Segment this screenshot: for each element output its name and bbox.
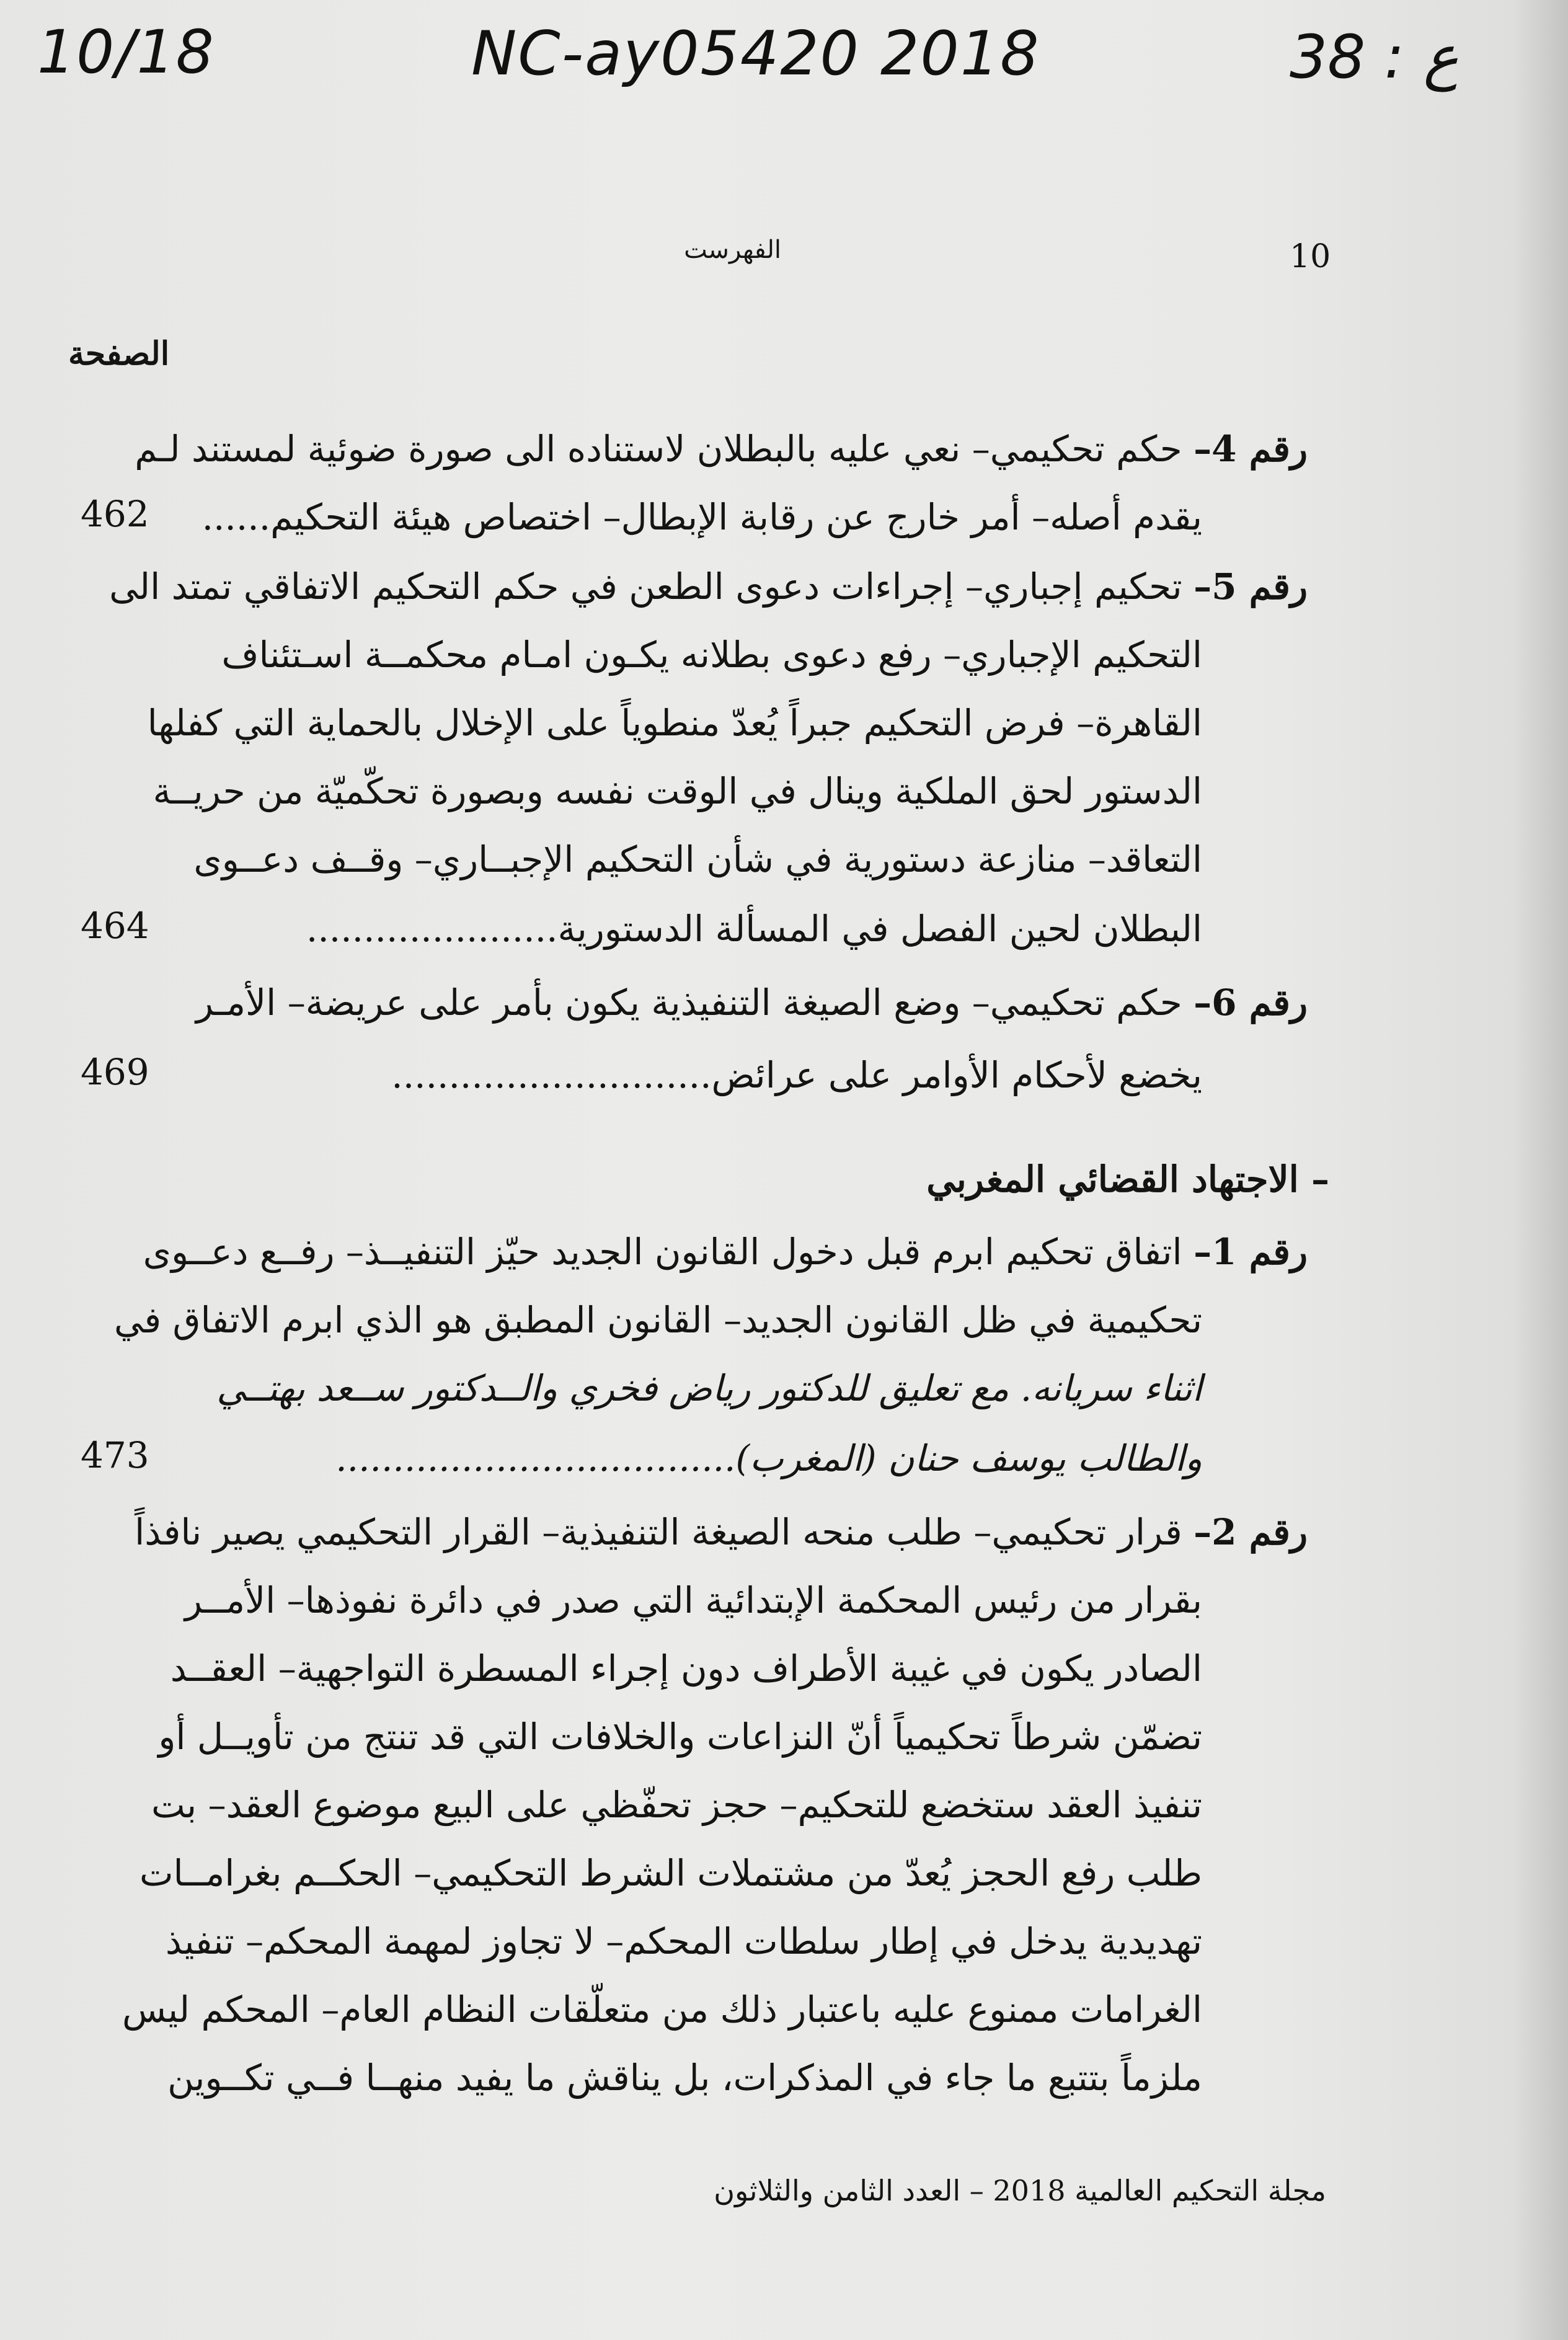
handwritten-reference: NC-ay05420 2018 xyxy=(471,19,1040,89)
entry-text: اتفاق تحكيم ابرم قبل دخول القانون الجديد حيّز التنفيــذ– رفــع دعــوى xyxy=(143,1231,1182,1273)
toc-entry-line: طلب رفع الحجز يُعدّ من مشتملات الشرط التحكيمي– الحكــم بغرامــات xyxy=(139,1852,1202,1894)
toc-entry-line: تهديدية يدخل في إطار سلطات المحكم– لا تجاوز لمهمة المحكم– تنفيذ xyxy=(165,1920,1202,1962)
toc-entry-line: ملزماً بتتبع ما جاء في المذكرات، بل يناقش ما يفيد منهــا فــي تكــوين xyxy=(167,2057,1202,2099)
entry-text: حكم تحكيمي– نعي عليه بالبطلان لاستناده الى صورة ضوئية لمستند لـم xyxy=(135,428,1182,470)
page-column-heading: الصفحة xyxy=(68,335,170,373)
entry-page-number: 473 xyxy=(81,1434,149,1476)
entry-page-number: 462 xyxy=(81,493,149,535)
page-shadow-edge xyxy=(1512,0,1568,2340)
toc-entry-line: يقدم أصله– أمر خارج عن رقابة الإبطال– اختصاص هيئة التحكيم...... xyxy=(202,496,1202,538)
toc-entry-line: الدستور لحق الملكية وينال في الوقت نفسه وبصورة تحكّميّة من حريــة xyxy=(153,770,1202,812)
toc-entry-line: الغرامات ممنوع عليه باعتبار ذلك من متعلّقات النظام العام– المحكم ليس xyxy=(122,1988,1202,2031)
entry-label: رقم 4– xyxy=(1194,428,1308,470)
toc-entry-line: القاهرة– فرض التحكيم جبراً يُعدّ منطوياً على الإخلال بالحماية التي كفلها xyxy=(147,702,1202,744)
toc-entry-line xyxy=(196,982,1308,1024)
toc-entry-line: تحكيمية في ظل القانون الجديد– القانون المطبق هو الذي ابرم الاتفاق في xyxy=(114,1299,1202,1341)
toc-entry-line: اثناء سريانه. مع تعليق للدكتور رياض فخري والــدكتور ســعد بهتــي xyxy=(216,1367,1202,1409)
entry-label: رقم 6– xyxy=(1194,982,1308,1024)
toc-entry-line xyxy=(135,1511,1308,1553)
toc-entry-line: يخضع لأحكام الأوامر على عرائض............................ xyxy=(391,1054,1202,1096)
page-number: 10 xyxy=(1290,238,1331,275)
toc-entry-line xyxy=(109,565,1308,608)
handwritten-issue: 38 : ع xyxy=(1290,22,1459,92)
toc-entry-line: التعاقد– منازعة دستورية في شأن التحكيم الإجبــاري– وقــف دعــوى xyxy=(193,838,1202,880)
running-title: الفهرست xyxy=(684,236,781,264)
toc-entry-line xyxy=(135,428,1308,470)
toc-entry-line xyxy=(143,1231,1308,1273)
entry-page-number: 464 xyxy=(81,905,149,947)
entry-label: رقم 5– xyxy=(1194,565,1308,608)
entry-label: رقم 2– xyxy=(1194,1511,1308,1553)
section-heading: – الاجتهاد القضائي المغربي xyxy=(926,1158,1329,1200)
toc-entry-line: الصادر يكون في غيبة الأطراف دون إجراء المسطرة التواجهية– العقــد xyxy=(170,1647,1202,1690)
toc-entry-line: بقرار من رئيس المحكمة الإبتدائية التي صدر في دائرة نفوذها– الأمــر xyxy=(185,1579,1202,1621)
entry-label: رقم 1– xyxy=(1194,1231,1308,1273)
entry-text: تحكيم إجباري– إجراءات دعوى الطعن في حكم التحكيم الاتفاقي تمتد الى xyxy=(109,565,1182,608)
toc-entry-line: والطالب يوسف حنان (المغرب)................................... xyxy=(335,1437,1202,1479)
handwritten-fraction: 10/18 xyxy=(37,17,215,87)
toc-entry-line: تضمّن شرطاً تحكيمياً أنّ النزاعات والخلافات التي قد تنتج من تأويــل أو xyxy=(158,1716,1202,1758)
toc-entry-line: تنفيذ العقد ستخضع للتحكيم– حجز تحفّظي على البيع موضوع العقد– بت xyxy=(151,1784,1202,1826)
journal-footer: مجلة التحكيم العالمية 2018 – العدد الثامن والثلاثون xyxy=(714,2174,1326,2207)
toc-entry-line: البطلان لحين الفصل في المسألة الدستورية...................... xyxy=(306,908,1202,950)
toc-entry-line: التحكيم الإجباري– رفع دعوى بطلانه يكـون امـام محكمــة اسـتئناف xyxy=(221,634,1202,676)
entry-text: حكم تحكيمي– وضع الصيغة التنفيذية يكون بأمر على عريضة– الأمـر xyxy=(196,982,1182,1024)
entry-page-number: 469 xyxy=(81,1051,149,1093)
entry-text: قرار تحكيمي– طلب منحه الصيغة التنفيذية– القرار التحكيمي يصير نافذاً xyxy=(135,1511,1182,1553)
